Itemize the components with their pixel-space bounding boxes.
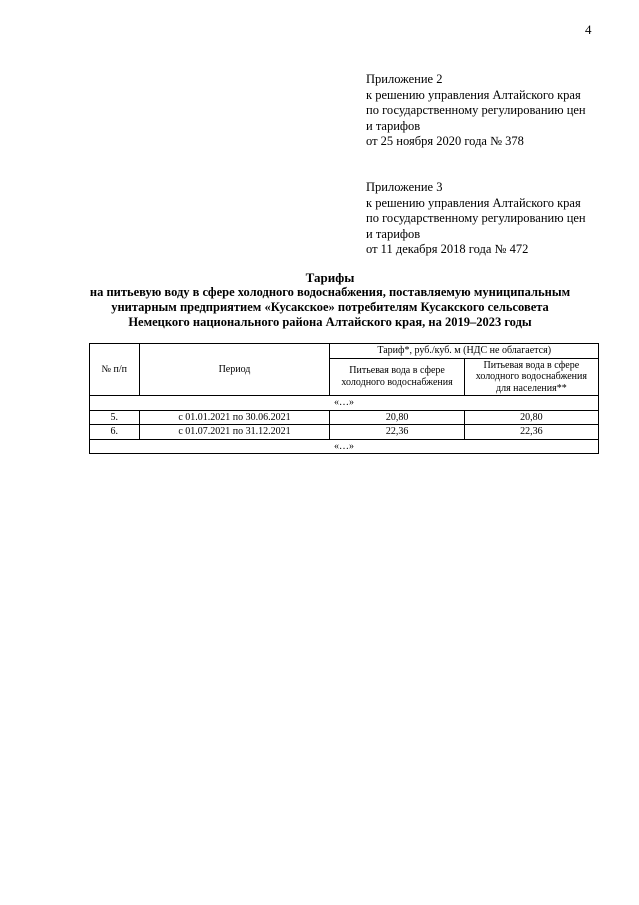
appendix-3-line: к решению управления Алтайского края: [366, 195, 581, 210]
header-col-b: Питьевая вода в сфере холодного водоснабжения для населения**: [464, 358, 598, 396]
table-ellipsis-row: [90, 396, 599, 411]
cell-tariff-b: 22,36: [464, 425, 598, 440]
cell-period: с 01.01.2021 по 30.06.2021: [139, 410, 330, 425]
cell-tariff-b: 20,80: [464, 410, 598, 425]
header-tariff-group: Тариф*, руб./куб. м (НДС не облагается): [330, 344, 599, 359]
appendix-3-line: Приложение 3: [366, 180, 443, 194]
tariff-table: [89, 343, 599, 454]
table-row: [90, 410, 599, 425]
appendix-2-line: по государственному регулированию цен: [366, 103, 586, 117]
header-col-a: Питьевая вода в сфере холодного водоснабжения: [330, 358, 464, 396]
cell-tariff-a: 22,36: [330, 425, 464, 440]
document-title: [60, 270, 600, 330]
appendix-2-line: и тарифов: [366, 118, 421, 133]
title-line: Немецкого национального района Алтайского края, на 2019–2023 годы: [128, 315, 532, 329]
title-heading: Тарифы: [305, 270, 355, 285]
appendix-3-line: и тарифов: [366, 226, 421, 241]
ellipsis-cell: «…»: [90, 396, 599, 411]
table-ellipsis-row: [90, 439, 599, 454]
ellipsis-cell: «…»: [90, 439, 599, 454]
header-number: № п/п: [90, 344, 140, 396]
title-line: унитарным предприятием «Кусакское» потребителям Кусакского сельсовета: [111, 300, 549, 314]
cell-tariff-a: 20,80: [330, 410, 464, 425]
appendix-3-header: [366, 180, 586, 258]
cell-number: 5.: [90, 410, 140, 425]
cell-period: с 01.07.2021 по 31.12.2021: [139, 425, 330, 440]
cell-number: 6.: [90, 425, 140, 440]
page-number: 4: [585, 22, 592, 37]
appendix-3-line: от 11 декабря 2018 года № 472: [366, 242, 529, 256]
appendix-3-line: по государственному регулированию цен: [366, 211, 586, 225]
header-period: Период: [139, 344, 330, 396]
appendix-2-line: Приложение 2: [366, 72, 443, 86]
table-header-row: [90, 344, 599, 359]
title-line: на питьевую воду в сфере холодного водоснабжения, поставляемую муниципальным: [89, 285, 571, 299]
appendix-2-line: от 25 ноября 2020 года № 378: [366, 134, 524, 148]
table-row: [90, 425, 599, 440]
appendix-2-line: к решению управления Алтайского края: [366, 87, 581, 102]
appendix-2-header: [366, 72, 586, 150]
